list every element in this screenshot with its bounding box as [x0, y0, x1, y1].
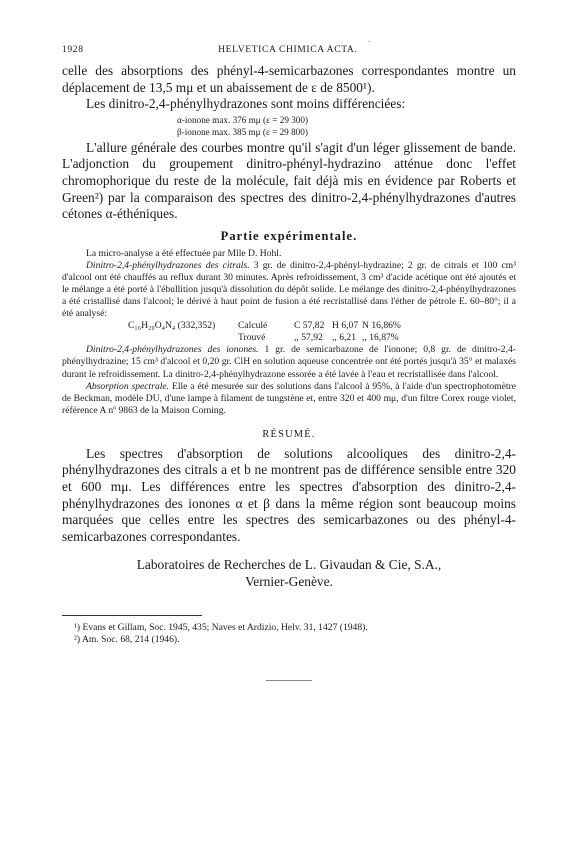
- footnote-1: ¹) Evans et Gillam, Soc. 1945, 435; Naves et Ardizio, Helv. 31, 1427 (1948).: [74, 621, 368, 633]
- spectral-body: Elle a été mesurée sur des solutions dans l'alcool à 95%, à l'aide d'un spectrophotomètre de Beckman, modèle DU, d'une lampe à filament de tungstène et, entre 320 et 400 mμ, d'un filtre Corex rouge violet, référence A nº 9863 de la Maison Corning.: [62, 380, 516, 416]
- intro-text-2: [62, 140, 516, 223]
- page: [62, 38, 517, 681]
- resume-text: [62, 446, 516, 546]
- elemental-analysis: [128, 320, 516, 344]
- footnote-2: ²) Am. Soc. 68, 214 (1946).: [74, 633, 180, 645]
- intro-text: [62, 63, 516, 113]
- spectral-heading: Absorption spectrale.: [86, 380, 170, 392]
- formula-compound: C₁₆H₂₀O₄N₄ (332,352): [128, 320, 216, 332]
- formula-calc-label: Calculé: [238, 320, 268, 332]
- section-title-experimental: Partie expérimentale.: [220, 228, 358, 243]
- alpha-ionone-line: α-ionone max. 376 mμ (ε = 29 300): [177, 114, 309, 125]
- lab-line-1: Laboratoires de Recherches de L. Givaudan & Cie, S.A.,: [136, 557, 442, 573]
- formula-found-c: ,, 57,92: [294, 332, 323, 344]
- resume-title: RÉSUMÉ.: [262, 428, 316, 440]
- journal-title: HELVETICA CHIMICA ACTA.: [218, 44, 358, 55]
- laboratory-affiliation: [62, 557, 516, 590]
- header-mark: ·: [368, 38, 371, 46]
- formula-calc-h: H 6,07: [332, 320, 359, 332]
- formula-found-h: ,, 6,21: [332, 332, 356, 344]
- page-number: 1928: [62, 44, 84, 55]
- beta-ionone-line: β-ionone max. 385 mμ (ε = 29 800): [177, 126, 308, 137]
- spectral-paragraph: [62, 381, 516, 417]
- microanalysis-note: La micro-analyse a été effectuée par Mlle D. Hohl.: [86, 247, 282, 259]
- resume-paragraph: Les spectres d'absorption de solutions alcooliques des dinitro-2,4-phénylhydrazones des citrals a et b ne montrent pas de différence sensible entre 320 et 600 mμ. Les différences entre les spectres d'absorption des dinitro-2,4-phénylhydrazones des ionones α et β dans la même région sont beaucoup moins marquées que celles entre les spectres des semicarbazones ou des phényl-4-semicarbazones correspondantes.: [62, 445, 516, 544]
- running-header: [62, 38, 516, 55]
- citrals-heading: Dinitro-2,4-phénylhydrazones des citrals.: [86, 259, 250, 271]
- intro-paragraph-3: L'allure générale des courbes montre qu'il s'agit d'un léger glissement de bande. L'adjonction du groupement dinitro-phényl-hydrazino atténue donc l'effet chromophorique du reste de la molécule, fait déjà mis en évidence par Roberts et Green²) par la comparaison des spectres des dinitro-2,4-phénylhydrazones d'autres cétones α-éthéniques.: [62, 139, 516, 222]
- lab-line-2: Vernier-Genève.: [245, 574, 333, 590]
- ionones-paragraph: [62, 344, 516, 380]
- footnotes: [62, 622, 516, 646]
- experimental-text-2: [62, 344, 516, 417]
- formula-calc-c: C 57,82: [294, 320, 325, 332]
- formula-calc-n: N 16,86%: [362, 320, 401, 332]
- intro-paragraph-2: Les dinitro-2,4-phénylhydrazones sont moins différenciées:: [86, 96, 406, 112]
- footnote-rule: [62, 615, 202, 616]
- absorption-maxima: [177, 114, 516, 138]
- intro-paragraph-1: celle des absorptions des phényl-4-semicarbazones correspondantes montre un déplacement de 13,5 mμ et un abaissement de ε de 8500¹).: [62, 63, 516, 95]
- end-mark-rule: [266, 680, 312, 681]
- citrals-paragraph: [62, 260, 516, 320]
- citrals-body: 3 gr. de dinitro-2,4-phényl-hydrazine; 2 gr. de citrals et 100 cm³ d'alcool ont été chauffés au reflux durant 30 minutes. Après refroidissement, 3 cm³ d'acide acétique ont été ajoutés et le mélange a été porté à l'ébullition jusqu'à dissolution du dépôt solide. Le mélange des dinitro-2,4-phénylhydrazones a été cristallisé dans l'alcool; le dérivé à haut point de fusion a été recristallisé dans l'éther de pétrole E. 60–80°; il a été analysé:: [62, 259, 517, 320]
- ionones-heading: Dinitro-2,4-phénylhydrazones des ionones.: [86, 344, 259, 356]
- formula-found-n: ,, 16,87%: [362, 332, 399, 344]
- formula-found-label: Trouvé: [238, 332, 266, 344]
- experimental-text: [62, 248, 516, 321]
- ionones-body: 1 gr. de semicarbazone de l'ionone; 0,8 gr. de dinitro-2,4-phénylhydrazine; 15 cm³ d'alcool et 0,20 gr. ClH en solution aqueuse concentrée ont été portés jusqu'à 35° et malaxés durant le refroidissement. La dinitro-2,4-phénylhydrazone essorée a été lavée à l'eau et recristallisée dans l'alcool.: [62, 344, 516, 380]
